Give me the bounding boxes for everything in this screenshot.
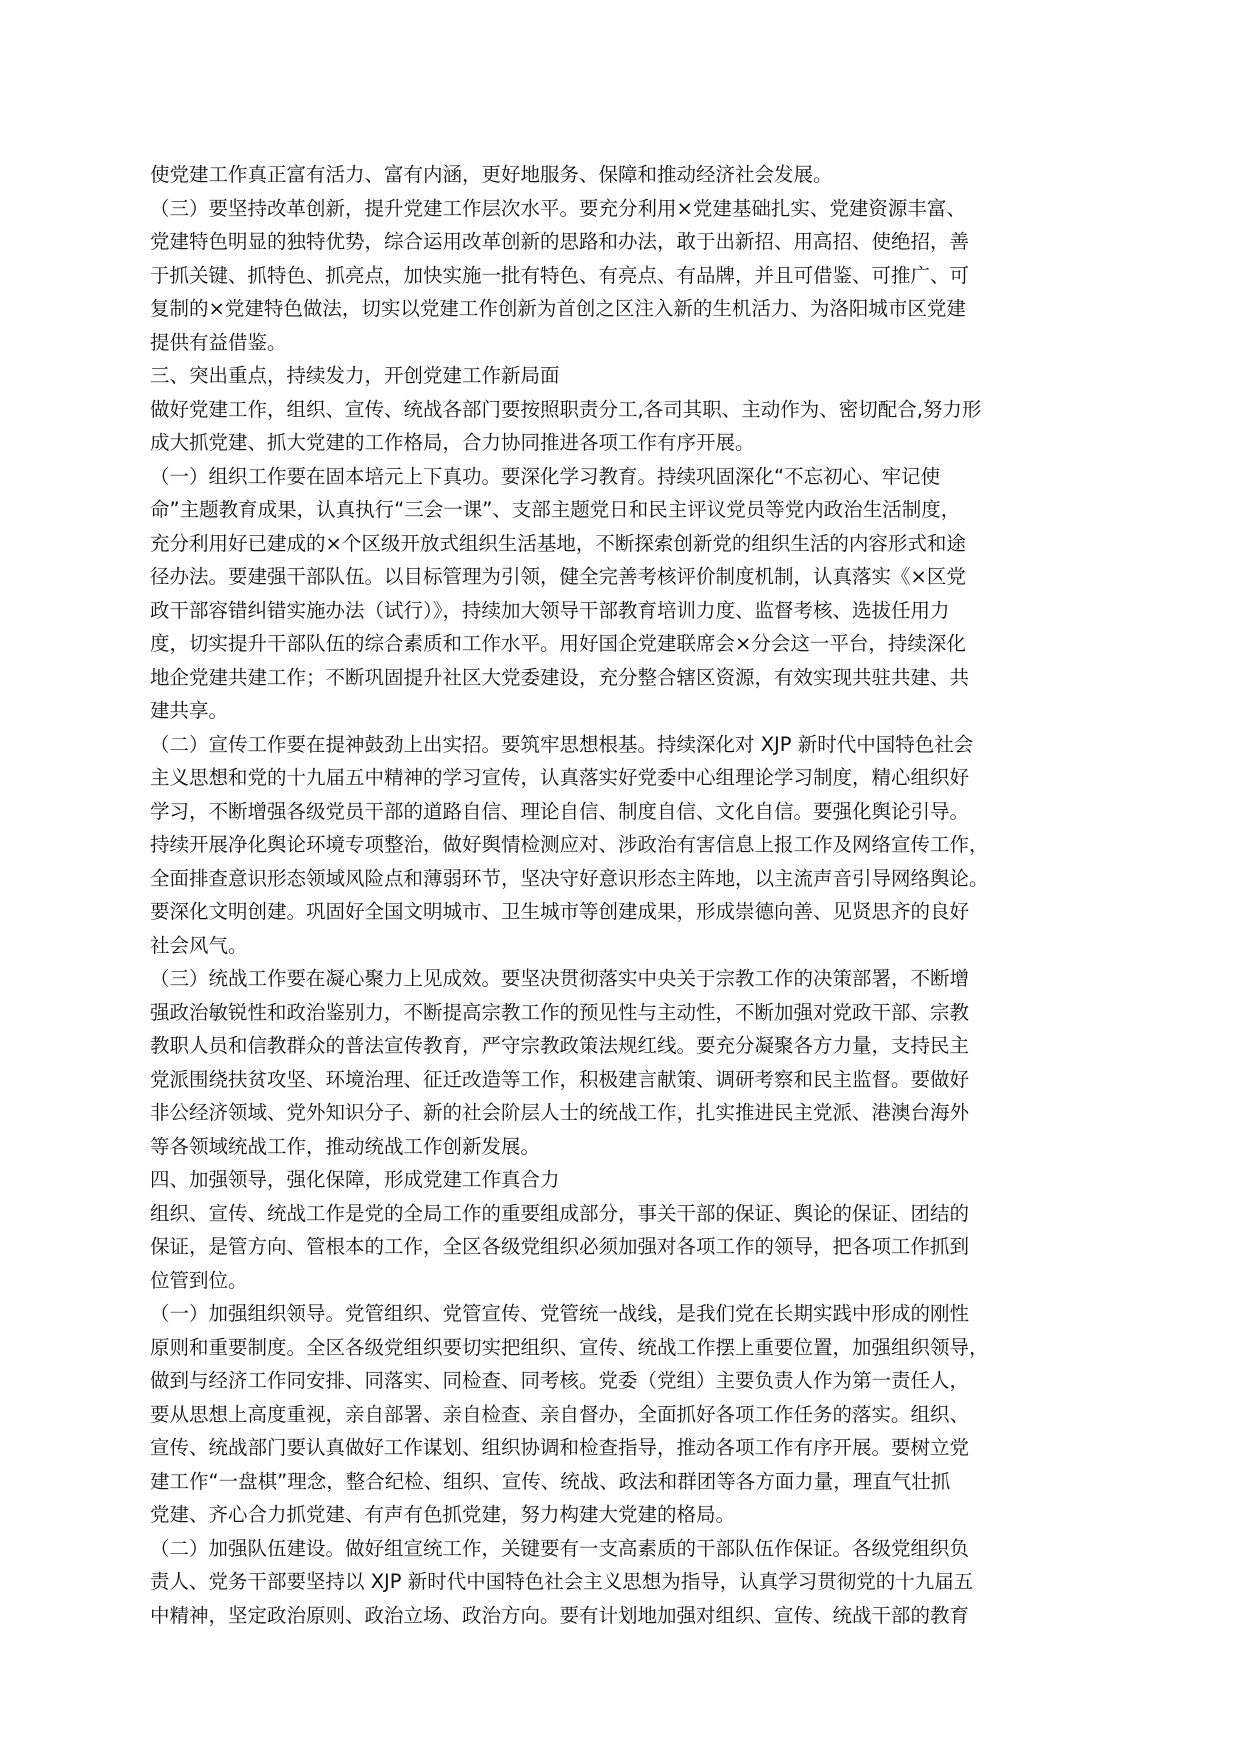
text-line: 复制的×党建特色做法，切实以党建工作创新为首创之区注入新的生机活力、为洛阳城市区党建 xyxy=(150,297,966,320)
text-line: （二）宣传工作要在提神鼓劲上出实招。要筑牢思想根基。持续深化对 XJP 新时代中国特色社会 xyxy=(150,732,974,756)
text-line: 命”主题教育成果，认真执行“三会一课”、支部主题党日和民主评议党员等党内政治生活制度， xyxy=(150,498,961,521)
text-line: 社会风气。 xyxy=(150,933,248,957)
text-line: 三、突出重点，持续发力，开创党建工作新局面 xyxy=(150,364,560,387)
text-line: 径办法。要建强干部队伍。以目标管理为引领，健全完善考核评价制度机制，认真落实《×区党 xyxy=(150,565,966,588)
text-line: 做到与经济工作同安排、同落实、同检查、同考核。党委（党组）主要负责人作为第一责任人， xyxy=(150,1369,970,1392)
document-body xyxy=(150,158,1100,1632)
text-line: 组织、宣传、统战工作是党的全局工作的重要组成部分，事关干部的保证、舆论的保证、团结的 xyxy=(150,1201,970,1225)
text-line: （二）加强队伍建设。做好组宣统工作，关键要有一支高素质的干部队伍作保证。各级党组织负 xyxy=(150,1536,970,1560)
text-line: 主义思想和党的十九届五中精神的学习宣传，认真落实好党委中心组理论学习制度，精心组织好 xyxy=(150,766,970,789)
text-line: 做好党建工作，组织、宣传、统战各部门要按照职责分工,各司其职、主动作为、密切配合,努力形 xyxy=(150,397,982,421)
text-line: （一）加强组织领导。党管组织、党管宣传、党管统一战线，是我们党在长期实践中形成的刚性 xyxy=(150,1302,970,1325)
text-line: 政干部容错纠错实施办法（试行）》，持续加大领导干部教育培训力度、监督考核、选拔任用力 xyxy=(150,598,950,622)
text-line: 成大抓党建、抓大党建的工作格局，合力协同推进各项工作有序开展。 xyxy=(150,431,755,454)
text-line: 持续开展净化舆论环境专项整治，做好舆情检测应对、涉政治有害信息上报工作及网络宣传工作， xyxy=(150,833,989,856)
text-line: 等各领域统战工作，推动统战工作创新发展。 xyxy=(150,1134,541,1158)
text-line: 四、加强领导，强化保障，形成党建工作真合力 xyxy=(150,1168,560,1191)
text-line: 学习，不断增强各级党员干部的道路自信、理论自信、制度自信、文化自信。要强化舆论引导。 xyxy=(150,799,970,823)
text-line: （一）组织工作要在固本培元上下真功。要深化学习教育。持续巩固深化“不忘初心、牢记使 xyxy=(150,464,941,488)
text-line: 建共享。 xyxy=(150,699,229,722)
text-line: （三）统战工作要在凝心聚力上见成效。要坚决贯彻落实中央关于宗教工作的决策部署，不断增 xyxy=(150,967,970,990)
text-line: 党派围绕扶贫攻坚、环境治理、征迁改造等工作，积极建言献策、调研考察和民主监督。要做好 xyxy=(150,1067,970,1091)
text-line: 充分利用好已建成的×个区级开放式组织生活基地，不断探索创新党的组织生活的内容形式和途 xyxy=(150,531,966,555)
text-line: 全面排查意识形态领域风险点和薄弱环节，坚决守好意识形态主阵地，以主流声音引导网络舆论。 xyxy=(150,866,989,890)
text-line: 宣传、统战部门要认真做好工作谋划、组织协调和检查指导，推动各项工作有序开展。要树立党 xyxy=(150,1436,970,1459)
text-line: 保证，是管方向、管根本的工作，全区各级党组织必须加强对各项工作的领导，把各项工作抓到 xyxy=(150,1235,970,1258)
text-line: 责人、党务干部要坚持以 XJP 新时代中国特色社会主义思想为指导，认真学习贯彻党的十九届五 xyxy=(150,1570,974,1593)
text-line: 中精神，坚定政治原则、政治立场、政治方向。要有计划地加强对组织、宣传、统战干部的教育 xyxy=(150,1603,970,1627)
text-line: （三）要坚持改革创新，提升党建工作层次水平。要充分利用×党建基础扎实、党建资源丰富、 xyxy=(150,196,966,220)
text-line: 教职人员和信教群众的普法宣传教育，严守宗教政策法规红线。要充分凝聚各方力量，支持民主 xyxy=(150,1034,970,1057)
text-line: 党建、齐心合力抓党建、有声有色抓党建，努力构建大党建的格局。 xyxy=(150,1503,736,1526)
text-line: 要深化文明创建。巩固好全国文明城市、卫生城市等创建成果，形成崇德向善、见贤思齐的良好 xyxy=(150,900,970,923)
text-line: 原则和重要制度。全区各级党组织要切实把组织、宣传、统战工作摆上重要位置，加强组织领导， xyxy=(150,1335,989,1359)
text-line: 度，切实提升干部队伍的综合素质和工作水平。用好国企党建联席会×分会这一平台，持续深化 xyxy=(150,632,966,655)
text-line: 位管到位。 xyxy=(150,1268,248,1292)
text-line: 地企党建共建工作；不断巩固提升社区大党委建设，充分整合辖区资源，有效实现共驻共建、共 xyxy=(150,665,970,689)
text-line: 提供有益借鉴。 xyxy=(150,330,287,354)
text-line: 非公经济领域、党外知识分子、新的社会阶层人士的统战工作，扎实推进民主党派、港澳台海外 xyxy=(150,1101,970,1124)
text-line: 建工作“一盘棋”理念，整合纪检、组织、宣传、统战、政法和群团等各方面力量，理直气壮抓 xyxy=(150,1469,951,1493)
text-line: 要从思想上高度重视，亲自部署、亲自检查、亲自督办，全面抓好各项工作任务的落实。组织、 xyxy=(150,1402,970,1426)
text-line: 于抓关键、抓特色、抓亮点，加快实施一批有特色、有亮点、有品牌，并且可借鉴、可推广、可 xyxy=(150,263,970,287)
text-line: 强政治敏锐性和政治鉴别力，不断提高宗教工作的预见性与主动性，不断加强对党政干部、宗教 xyxy=(150,1000,970,1024)
text-line: 党建特色明显的独特优势，综合运用改革创新的思路和办法，敢于出新招、用高招、使绝招，善 xyxy=(150,230,970,253)
text-line: 使党建工作真正富有活力、富有内涵，更好地服务、保障和推动经济社会发展。 xyxy=(150,163,833,186)
